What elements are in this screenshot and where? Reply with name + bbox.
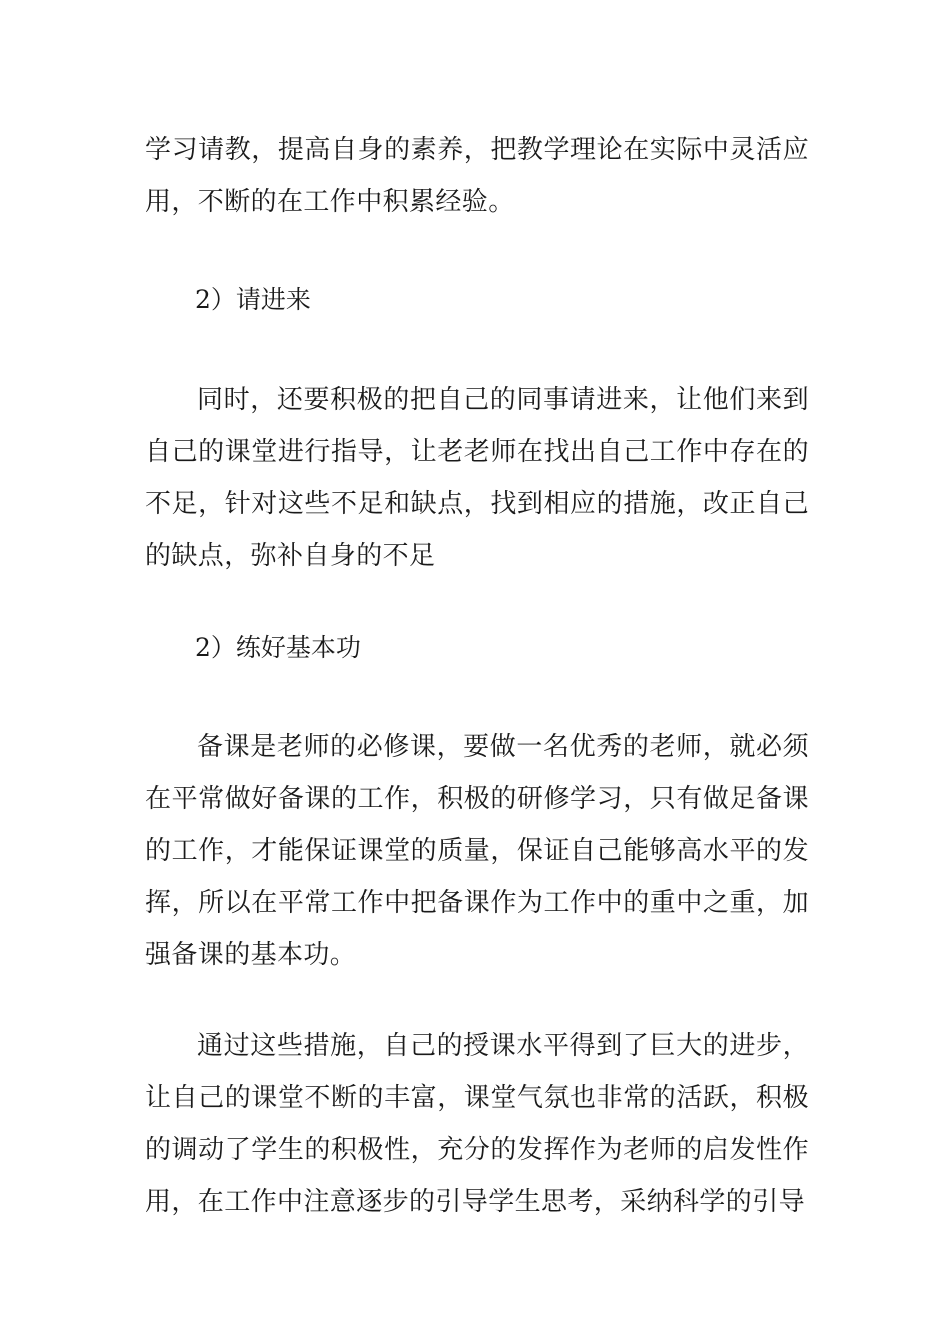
paragraph-invite-colleagues: 同时，还要积极的把自己的同事请进来，让他们来到自己的课堂进行指导，让老老师在找出自己工作中存在的不足，针对这些不足和缺点，找到相应的措施，改正自己的缺点，弥补自身的不足 [145,385,809,571]
section-heading-invite-in: 2）请进来 [195,285,311,314]
paragraph-results: 通过这些措施，自己的授课水平得到了巨大的进步，让自己的课堂不断的丰富，课堂气氛也非常的活跃，积极的调动了学生的积极性，充分的发挥作为老师的启发性作用，在工作中注意逐步的引导学生思考，采纳科学的引导 [145,1031,809,1217]
section-heading-basic-skills: 2）练好基本功 [195,633,361,662]
paragraph-lesson-preparation: 备课是老师的必修课，要做一名优秀的老师，就必须在平常做好备课的工作，积极的研修学习，只有做足备课的工作，才能保证课堂的质量，保证自己能够高水平的发挥，所以在平常工作中把备课作为工作中的重中之重，加强备课的基本功。 [145,732,809,970]
paragraph-continuation: 学习请教，提高自身的素养，把教学理论在实际中灵活应用，不断的在工作中积累经验。 [145,135,809,217]
